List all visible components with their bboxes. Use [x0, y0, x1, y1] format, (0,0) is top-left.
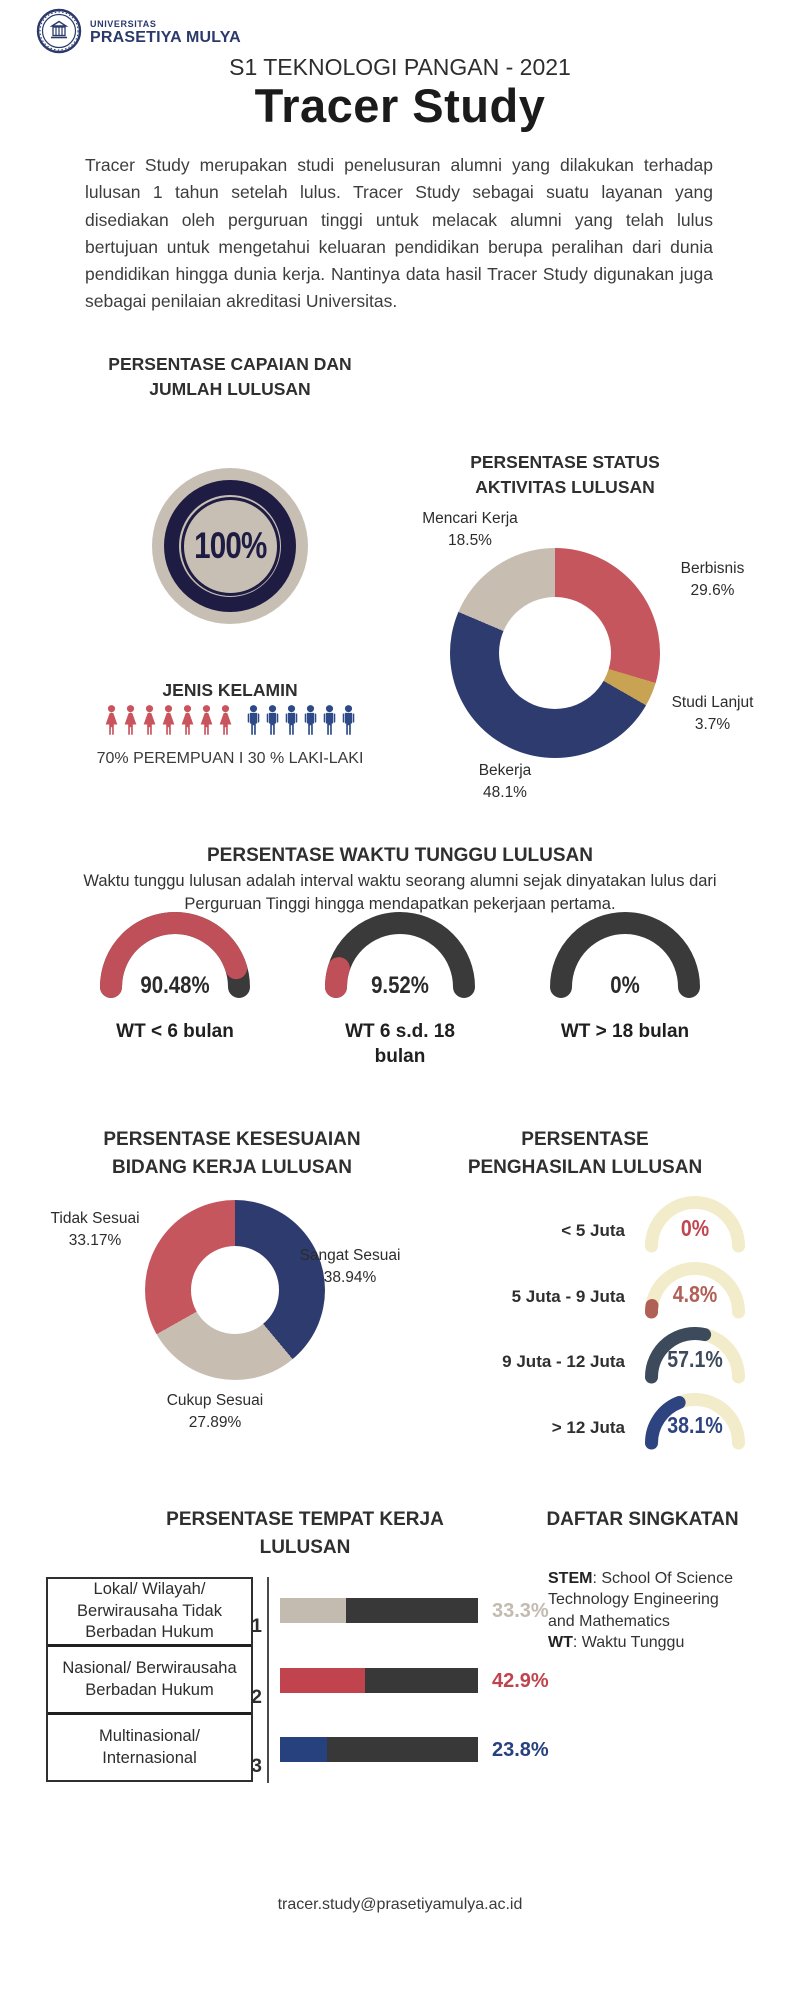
- program-subtitle: S1 TEKNOLOGI PANGAN - 2021: [229, 54, 571, 80]
- category-row-2: Nasional/ Berwirausaha Berbadan Hukum: [48, 1647, 251, 1715]
- logo-brand-top: UNIVERSITAS: [90, 19, 157, 30]
- income-label-3: 9 Juta - 12 Juta: [502, 1352, 625, 1371]
- bar-row-3: [280, 1737, 478, 1762]
- abbreviation-item-wt: WT: Waktu Tunggu: [548, 1634, 685, 1652]
- income-gauge-3: [645, 1327, 745, 1385]
- female-icon: [197, 704, 216, 737]
- income-label-2: 5 Juta - 9 Juta: [511, 1287, 625, 1306]
- female-icon: [159, 704, 178, 737]
- gender-pictograph: [40, 704, 420, 737]
- status-donut-chart: [450, 548, 660, 758]
- female-icon: [140, 704, 159, 737]
- capaian-badge: [152, 468, 308, 624]
- gauge-value: 0%: [610, 972, 640, 999]
- label-sangat-sesuai: Sangat Sesuai 38.94%: [299, 1247, 401, 1287]
- bar-segment: [280, 1668, 365, 1693]
- label-tidak-sesuai: Tidak Sesuai 33.17%: [50, 1210, 140, 1250]
- gauge-value: 9.52%: [371, 972, 429, 999]
- bar-segment: [280, 1737, 327, 1762]
- donut-hole: [191, 1246, 279, 1334]
- gender-caption: 70% PEREMPUAN I 30 % LAKI-LAKI: [96, 750, 364, 767]
- gauge-value: 57.1%: [667, 1346, 723, 1372]
- bar-row-1: [280, 1598, 478, 1623]
- abbreviation-item-stem: STEM: School Of Science Technology Engineering and Mathematics: [548, 1570, 733, 1630]
- male-icon: [301, 704, 320, 737]
- label-studi-lanjut: Studi Lanjut 3.7%: [671, 694, 754, 734]
- waktu-tunggu-subtitle: Waktu tunggu lulusan adalah interval waktu seorang alumni sejak dinyatakan lulus dari Perguruan Tinggi hingga mendapatkan pekerjaan pertama.: [83, 872, 717, 913]
- logo-brand-name: PRASETIYA MULYA: [90, 28, 241, 46]
- row-number-2: 2: [251, 1687, 262, 1708]
- capaian-badge-ring: [164, 480, 296, 612]
- bar-row-2: [280, 1668, 478, 1693]
- gauge-wt-over-18: [550, 912, 700, 1000]
- bar-value-2: 42.9%: [492, 1670, 549, 1692]
- category-row-1: Lokal/ Wilayah/ Berwirausaha Tidak Berbadan Hukum: [48, 1579, 251, 1647]
- male-icon: [339, 704, 358, 737]
- tempat-kerja-category-table: [46, 1577, 253, 1782]
- status-heading: PERSENTASE STATUS AKTIVITAS LULUSAN: [470, 452, 660, 498]
- label-bekerja: Bekerja 48.1%: [478, 762, 532, 802]
- page-title: Tracer Study: [254, 79, 546, 132]
- kesesuaian-heading: PERSENTASE KESESUAIAN BIDANG KERJA LULUSAN: [103, 1129, 361, 1178]
- capaian-heading: PERSENTASE CAPAIAN DAN JUMLAH LULUSAN: [108, 354, 352, 400]
- gender-heading: JENIS KELAMIN: [162, 680, 298, 700]
- gauge-wt-under-6: [100, 912, 250, 1000]
- university-seal-icon: [36, 8, 82, 59]
- category-row-3: Multinasional/ Internasional: [99, 1727, 200, 1767]
- bar-value-3: 23.8%: [492, 1739, 549, 1761]
- label-cukup-sesuai: Cukup Sesuai 27.89%: [166, 1392, 264, 1432]
- income-gauge-4: [645, 1393, 745, 1451]
- bar-value-1: 33.3%: [492, 1600, 549, 1622]
- kesesuaian-donut-chart: [145, 1200, 325, 1380]
- penghasilan-heading: PERSENTASE PENGHASILAN LULUSAN: [467, 1129, 703, 1178]
- waktu-tunggu-heading: PERSENTASE WAKTU TUNGGU LULUSAN: [207, 845, 593, 866]
- gauge-label-wt-under-6: WT < 6 bulan: [116, 1021, 234, 1042]
- female-icon: [178, 704, 197, 737]
- female-icon: [121, 704, 140, 737]
- male-icon: [263, 704, 282, 737]
- row-number-3: 3: [251, 1756, 262, 1777]
- donut-hole: [499, 597, 611, 709]
- daftar-singkatan-heading: DAFTAR SINGKATAN: [546, 1509, 739, 1530]
- gauge-label-wt-over-18: WT > 18 bulan: [560, 1021, 690, 1042]
- university-logo: [36, 8, 241, 59]
- gauge-wt-6-18: [325, 912, 475, 1000]
- male-icon: [320, 704, 339, 737]
- income-gauge-1: [645, 1196, 745, 1254]
- label-mencari-kerja: Mencari Kerja 18.5%: [422, 510, 518, 550]
- abbreviation-list: [548, 1568, 748, 1654]
- income-label-4: > 12 Juta: [551, 1418, 625, 1437]
- bar-chart-axis: [267, 1577, 269, 1783]
- row-number-1: 1: [251, 1616, 262, 1637]
- gauge-value: 4.8%: [672, 1281, 718, 1307]
- female-icon: [216, 704, 235, 737]
- gauge-value: 0%: [680, 1215, 710, 1241]
- income-gauge-2: [645, 1262, 745, 1320]
- intro-paragraph: Tracer Study merupakan studi penelusuran alumni yang dilakukan terhadap lulusan 1 tahun setelah lulus. Tracer Study sebagai suatu layanan yang disediakan oleh perguruan tinggi untuk melacak alumni yang telah lulus bertujuan untuk mengetahui keluaran pendidikan berupa peralihan dari dunia pendidikan hingga dunia kerja. Nantinya data hasil Tracer Study digunakan juga sebagai penilaian akreditasi Universitas.: [85, 155, 713, 312]
- gauge-value: 90.48%: [140, 972, 210, 999]
- label-berbisnis: Berbisnis 29.6%: [680, 560, 745, 600]
- female-icon: [102, 704, 121, 737]
- capaian-value: 100%: [193, 525, 267, 566]
- contact-email: tracer.study@prasetiyamulya.ac.id: [277, 1896, 523, 1913]
- bar-segment: [280, 1598, 346, 1623]
- gauge-value: 38.1%: [667, 1412, 723, 1438]
- male-icon: [244, 704, 263, 737]
- income-label-1: < 5 Juta: [561, 1221, 625, 1240]
- tempat-kerja-heading: PERSENTASE TEMPAT KERJA LULUSAN: [166, 1509, 444, 1558]
- gauge-label-wt-6-18: WT 6 s.d. 18 bulan: [345, 1021, 455, 1067]
- male-icon: [282, 704, 301, 737]
